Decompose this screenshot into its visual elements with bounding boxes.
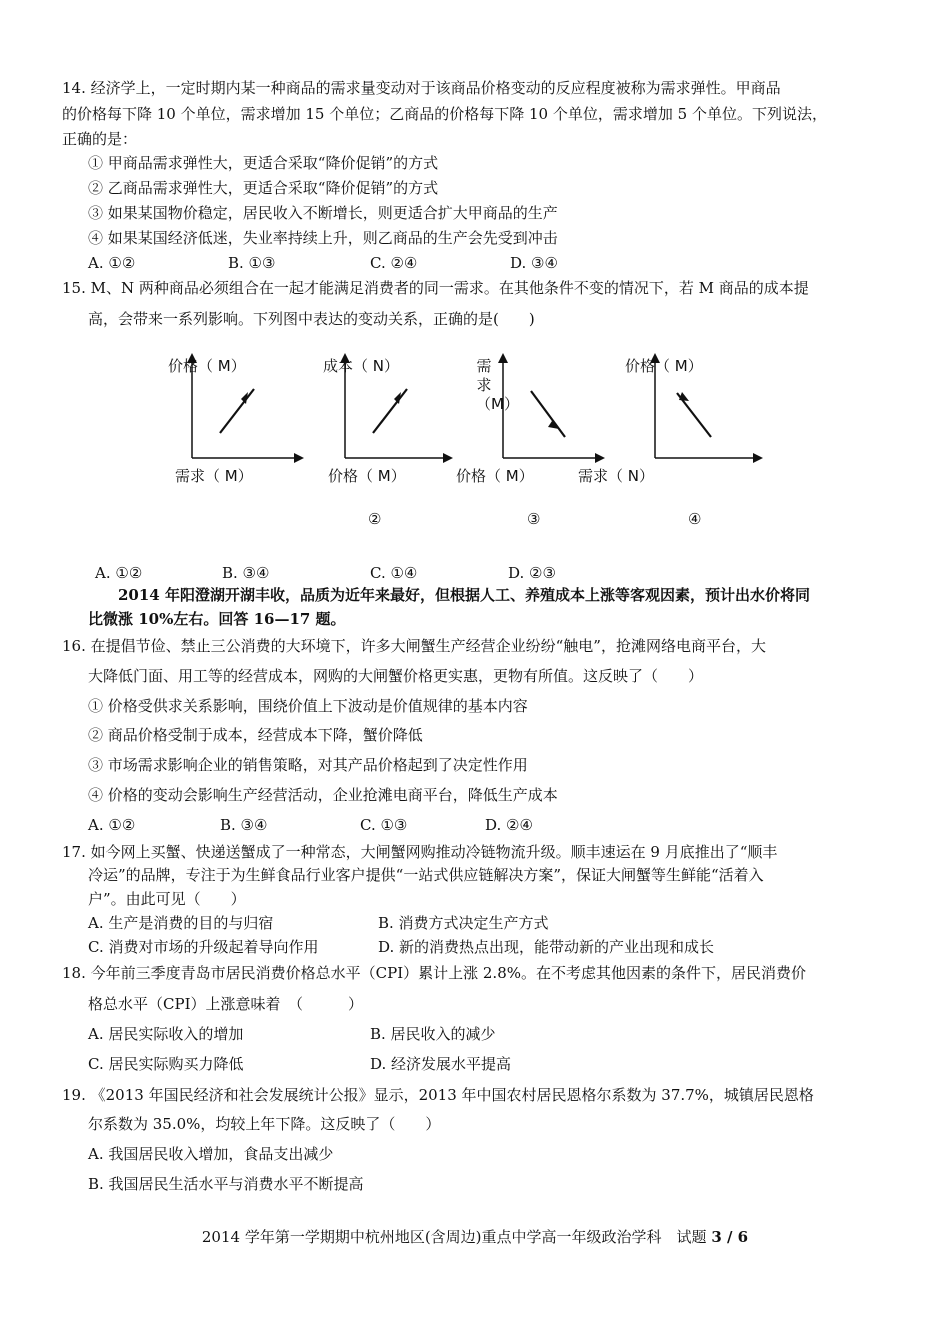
q15-graph-2-number: ②: [368, 510, 382, 528]
q18-option-c: C. 居民实际购买力降低: [88, 1055, 244, 1073]
page-footer: [0, 1226, 950, 1247]
q15-graph-3-ylabel: 需求（M）: [476, 357, 519, 413]
q14-option-c: C. ②④: [370, 254, 418, 272]
q16-option-d: D. ②④: [485, 816, 533, 834]
q14-item-4: ④ 如果某国经济低迷，失业率持续上升，则乙商品的生产会先受到冲击: [88, 229, 558, 247]
q15-option-a: A. ①②: [95, 564, 143, 582]
q15-graph-1-arrow: [241, 392, 248, 404]
q17-option-c: C. 消费对市场的升级起着导向作用: [88, 938, 319, 956]
q19-option-a: A. 我国居民收入增加，食品支出减少: [88, 1145, 334, 1163]
q15-option-c: C. ①④: [370, 564, 418, 582]
page-number: 3 / 6: [711, 1228, 749, 1246]
q18-option-a: A. 居民实际收入的增加: [88, 1025, 244, 1043]
footer-text: 2014 学年第一学期期中杭州地区(含周边)重点中学高一年级政治学科 试题: [201, 1228, 712, 1246]
q15-graph-4-ylabel: 价格（ M）: [625, 357, 703, 375]
q16-stem-line1: 16. 在提倡节俭、禁止三公消费的大环境下，许多大闸蟹生产经营企业纷纷“触电”，抢滩网络电商平台，大: [62, 637, 766, 655]
q15-graph-3-trend-line: [531, 391, 565, 437]
q19-stem-line2: 尔系数为 35.0%，均较上年下降。这反映了（ ）: [88, 1115, 441, 1133]
q14-stem-line3: 正确的是：: [62, 130, 138, 148]
q14-item-2: ② 乙商品需求弹性大，更适合采取“降价促销”的方式: [88, 179, 439, 197]
q15-graph-4-arrow: [679, 392, 689, 401]
q17-stem-line3: 户”。由此可见（ ）: [88, 890, 246, 908]
q14-stem-line2: 的价格每下降 10 个单位，需求增加 15 个单位；乙商品的价格每下降 10 个单位，需求增加 5 个单位。下列说法，: [62, 105, 827, 123]
q19-option-b: B. 我国居民生活水平与消费水平不断提高: [88, 1175, 364, 1193]
q15-option-b: B. ③④: [222, 564, 270, 582]
q16-item-2: ② 商品价格受制于成本，经营成本下降，蟹价降低: [88, 726, 423, 744]
q15-graph-3-number: ③: [527, 510, 541, 528]
q15-graph-2-trend-line: [373, 389, 407, 433]
q16-option-a: A. ①②: [88, 816, 136, 834]
q17-option-d: D. 新的消费热点出现，能带动新的产业出现和成长: [378, 938, 715, 956]
q15-graph-3-xlabel: 价格（ M）: [456, 467, 534, 485]
q16-item-3: ③ 市场需求影响企业的销售策略，对其产品价格起到了决定性作用: [88, 756, 528, 774]
q15-graph-2-arrow: [394, 392, 401, 404]
material-line1: 2014 年阳澄湖开湖丰收，品质为近年来最好，但根据人工、养殖成本上涨等客观因素，预计出水价将同: [118, 586, 810, 604]
q14-option-a: A. ①②: [88, 254, 136, 272]
q14-item-1: ① 甲商品需求弹性大，更适合采取“降价促销”的方式: [88, 154, 439, 172]
q18-option-b: B. 居民收入的减少: [370, 1025, 496, 1043]
q16-option-b: B. ③④: [220, 816, 268, 834]
material-line2: 比微涨 10%左右。回答 16—17 题。: [88, 610, 346, 628]
q15-graph-2-xlabel: 价格（ M）: [328, 467, 406, 485]
q17-option-b: B. 消费方式决定生产方式: [378, 914, 549, 932]
q15-graph-4-xlabel: 需求（ N）: [578, 467, 654, 485]
q18-option-d: D. 经济发展水平提高: [370, 1055, 512, 1073]
q17-option-a: A. 生产是消费的目的与归宿: [88, 914, 274, 932]
q15-graph-1-trend-line: [220, 389, 254, 433]
q15-option-d: D. ②③: [508, 564, 556, 582]
q14-option-d: D. ③④: [510, 254, 558, 272]
q14-option-b: B. ①③: [228, 254, 276, 272]
q15-graph-4-number: ④: [688, 510, 702, 528]
q18-stem-line1: 18. 今年前三季度青岛市居民消费价格总水平（CPI）累计上涨 2.8%。在不考虑其他因素的条件下，居民消费价: [62, 964, 806, 982]
q15-stem-line1: 15. M、N 两种商品必须组合在一起才能满足消费者的同一需求。在其他条件不变的情况下，若 M 商品的成本提: [62, 279, 809, 297]
q17-stem-line2: 冷运”的品牌，专注于为生鲜食品行业客户提供“一站式供应链解决方案”，保证大闸蟹等生鲜能“活着入: [88, 866, 764, 884]
q15-stem-line2: 高，会带来一系列影响。下列图中表达的变动关系，正确的是( ): [88, 310, 535, 328]
q16-stem-line2: 大降低门面、用工等的经营成本，网购的大闸蟹价格更实惠，更物有所值。这反映了（ ）: [88, 667, 704, 685]
q14-stem-line1: 14. 经济学上，一定时期内某一种商品的需求量变动对于该商品价格变动的反应程度被称为需求弹性。甲商品: [62, 79, 781, 97]
q17-stem-line1: 17. 如今网上买蟹、快递送蟹成了一种常态，大闸蟹网购推动冷链物流升级。顺丰速运在 9 月底推出了“顺丰: [62, 843, 778, 861]
q15-graph-2-ylabel: 成本（ N）: [323, 357, 399, 375]
q16-item-4: ④ 价格的变动会影响生产经营活动，企业抢滩电商平台，降低生产成本: [88, 786, 558, 804]
q15-graph-1-ylabel: 价格（ M）: [168, 357, 246, 375]
q16-option-c: C. ①③: [360, 816, 408, 834]
q15-graph-1-xlabel: 需求（ M）: [175, 467, 253, 485]
q14-item-3: ③ 如果某国物价稳定，居民收入不断增长，则更适合扩大甲商品的生产: [88, 204, 558, 222]
q19-stem-line1: 19. 《2013 年国民经济和社会发展统计公报》显示，2013 年中国农村居民恩格尔系数为 37.7%，城镇居民恩格: [62, 1086, 814, 1104]
q18-stem-line2: 格总水平（CPI）上涨意味着 （ ）: [88, 995, 363, 1013]
q16-item-1: ① 价格受供求关系影响，围绕价值上下波动是价值规律的基本内容: [88, 697, 528, 715]
